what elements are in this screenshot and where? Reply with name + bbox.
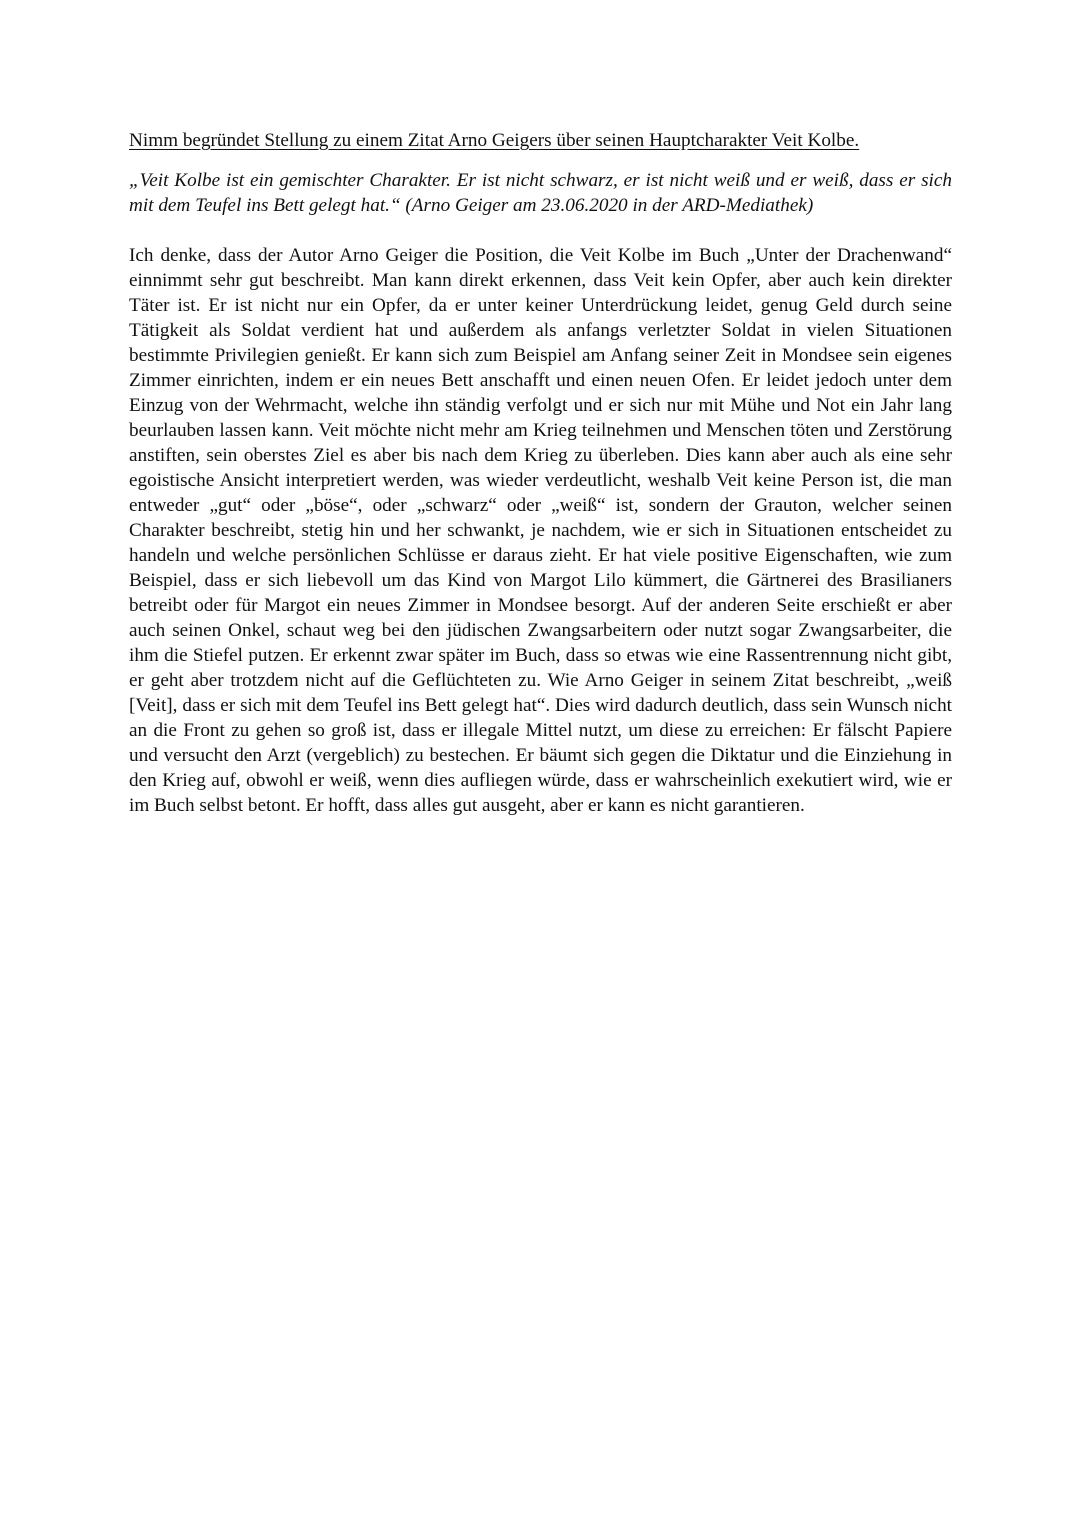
document-page xyxy=(129,128,952,818)
essay-paragraph: Ich denke, dass der Autor Arno Geiger die Position, die Veit Kolbe im Buch „Unter der Drachenwand“ einnimmt sehr gut beschreibt. Man kann direkt erkennen, dass Veit kein Opfer, aber auch kein direkter Täter ist. Er ist nicht nur ein Opfer, da er unter keiner Unterdrückung leidet, genug Geld durch seine Tätigkeit als Soldat verdient hat und außerdem als anfangs verletzter Soldat in vielen Situationen bestimmte Privilegien genießt. Er kann sich zum Beispiel am Anfang seiner Zeit in Mondsee sein eigenes Zimmer einrichten, indem er ein neues Bett anschafft und einen neuen Ofen. Er leidet jedoch unter dem Einzug von der Wehrmacht, welche ihn ständig verfolgt und er sich nur mit Mühe und Not ein Jahr lang beurlauben lassen kann. Veit möchte nicht mehr am Krieg teilnehmen und Menschen töten und Zerstörung anstiften, sein oberstes Ziel es aber bis nach dem Krieg zu überleben. Dies kann aber auch als eine sehr egoistische Ansicht interpretiert werden, was wieder verdeutlicht, weshalb Veit keine Person ist, die man entweder „gut“ oder „böse“, oder „schwarz“ oder „weiß“ ist, sondern der Grauton, welcher seinen Charakter beschreibt, stetig hin und her schwankt, je nachdem, wie er sich in Situationen entscheidet zu handeln und welche persönlichen Schlüsse er daraus zieht. Er hat viele positive Eigenschaften, wie zum Beispiel, dass er sich liebevoll um das Kind von Margot Lilo kümmert, die Gärtnerei des Brasilianers betreibt oder für Margot ein neues Zimmer in Mondsee besorgt. Auf der anderen Seite erschießt er aber auch seinen Onkel, schaut weg bei den jüdischen Zwangsarbeitern oder nutzt sogar Zwangsarbeiter, die ihm die Stiefel putzen. Er erkennt zwar später im Buch, dass so etwas wie eine Rassentrennung nicht gibt, er geht aber trotzdem nicht auf die Geflüchteten zu. Wie Arno Geiger in seinem Zitat beschreibt, „weiß [Veit], dass er sich mit dem Teufel ins Bett gelegt hat“. Dies wird dadurch deutlich, dass sein Wunsch nicht an die Front zu gehen so groß ist, dass er illegale Mittel nutzt, um diese zu erreichen: Er fälscht Papiere und versucht den Arzt (vergeblich) zu bestechen. Er bäumt sich gegen die Diktatur und die Einziehung in den Krieg auf, obwohl er weiß, wenn dies aufliegen würde, dass er wahrscheinlich exekutiert wird, wie er im Buch selbst betont. Er hofft, dass alles gut ausgeht, aber er kann es nicht garantieren. xyxy=(129,245,952,816)
quote-paragraph: „Veit Kolbe ist ein gemischter Charakter. Er ist nicht schwarz, er ist nicht weiß und er weiß, dass er sich mit dem Teufel ins Bett gelegt hat.“ (Arno Geiger am 23.06.2020 in der ARD-Mediathek) xyxy=(129,170,952,216)
assignment-heading: Nimm begründet Stellung zu einem Zitat Arno Geigers über seinen Hauptcharakter Veit Kolbe. xyxy=(129,130,860,151)
